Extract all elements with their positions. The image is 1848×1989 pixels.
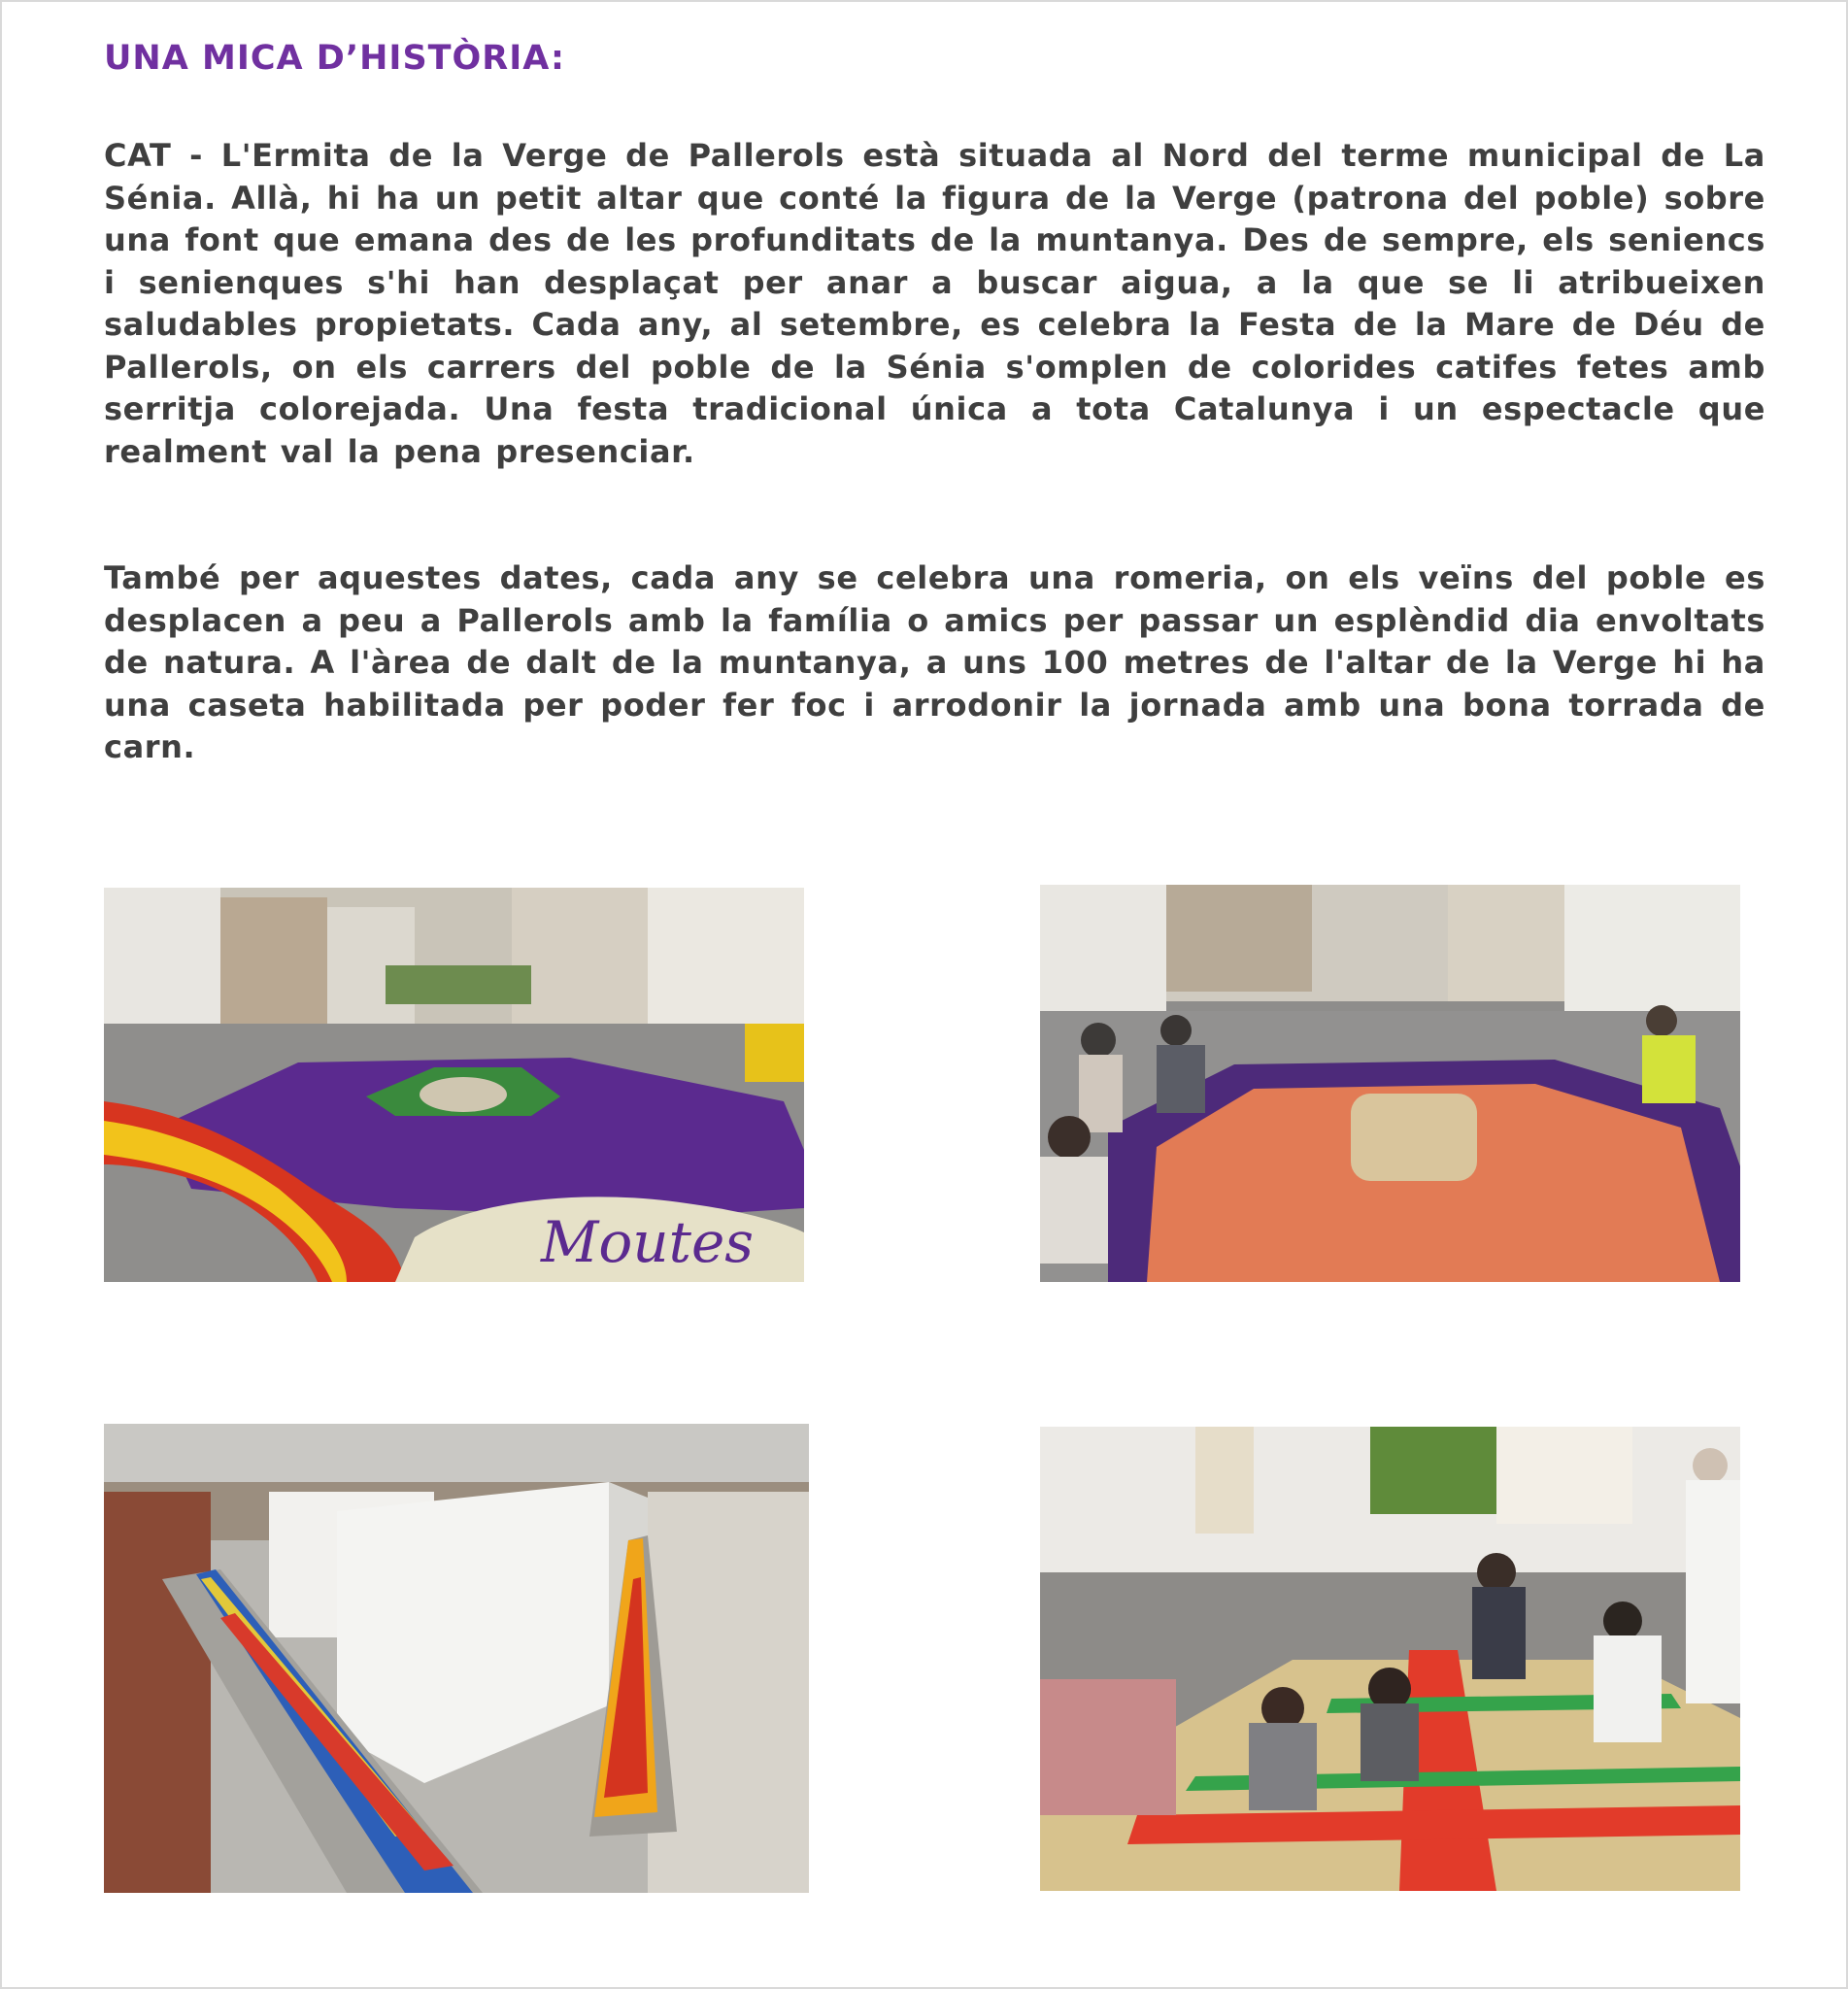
history-paragraph-2: També per aquestes dates, cada any se celebra una romeria, on els veïns del poble es desplacen a peu a Pallerols amb la família o amics per passar un esplèndid dia envoltats de natura. A l'àrea de dalt de la muntanya, a uns 100 metres de l'altar de la Verge hi ha una caseta habilitada per poder fer foc i arrodonir la jornada amb una bona torrada de carn. (104, 559, 1765, 765)
photo-orange-carpet-graphic (1040, 885, 1740, 1282)
photo-orange-carpet-making (1040, 885, 1740, 1282)
history-paragraph-1: CAT - L'Ermita de la Verge de Pallerols està situada al Nord del terme municipal de La Sénia. Allà, hi ha un petit altar que conté la figura de la Verge (patrona del poble) sobre una font que emana des de les profunditats de la muntanya. Des de sempre, els seniencs i senienques s'hi han desplaçat per anar a buscar aigua, a la que se li atribueixen saludables propietats. Cada any, al setembre, es celebra la Festa de la Mare de Déu de Pallerols, on els carrers del poble de la Sénia s'omplen de colorides catifes fetes amb serritja colorejada. Una festa tradicional única a tota Catalunya i un espectacle que realment val la pena presenciar. (104, 137, 1765, 470)
photo-aerial-carpets-graphic (104, 1424, 809, 1893)
photo-people-carpet (1040, 1427, 1740, 1891)
photo-purple-carpet-street (104, 888, 804, 1282)
photo-carpet-text: Moutes (541, 1209, 755, 1275)
photo-purple-carpet-graphic (104, 888, 804, 1282)
page-title: UNA MICA D’HISTÒRIA: (104, 39, 565, 78)
photo-aerial-carpets (104, 1424, 809, 1893)
photo-people-carpet-graphic (1040, 1427, 1740, 1891)
